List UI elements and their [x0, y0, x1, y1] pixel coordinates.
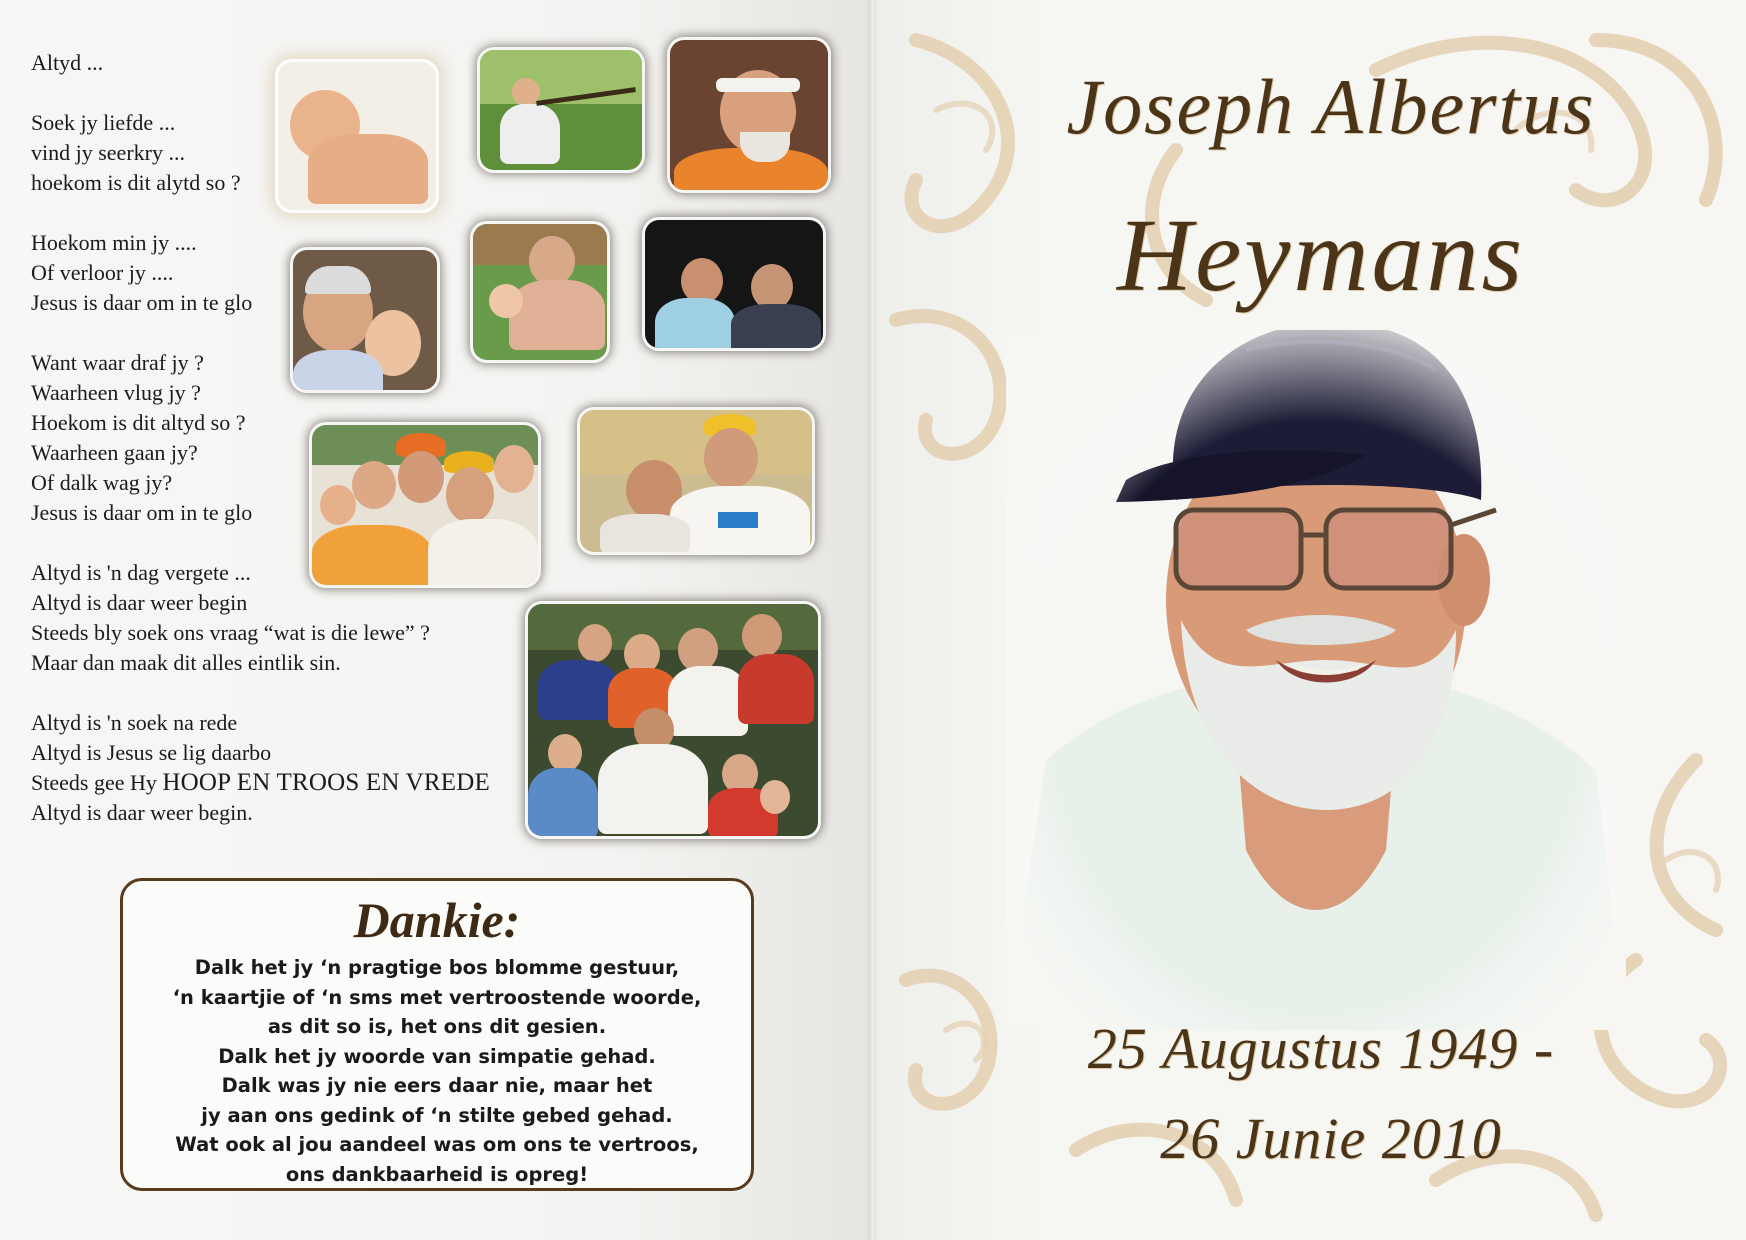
poem-line: Steeds bly soek ons vraag “wat is die lewe” ?: [31, 620, 430, 645]
portrait-photo: [1006, 330, 1626, 1030]
thank-you-line: as dit so is, het ons dit gesien.: [267, 1015, 607, 1038]
poem-line: Hoekom min jy ....: [31, 230, 197, 255]
thank-you-line: jy aan ons gedink of ‘n stilte gebed gehad.: [201, 1103, 673, 1127]
thank-you-title: Dankie:: [353, 892, 521, 948]
poem-line: Altyd is 'n soek na rede: [31, 710, 238, 735]
thank-you-line: ons dankbaarheid is opreg!: [285, 1162, 589, 1186]
poem-line: Of verloor jy ....: [31, 260, 174, 285]
poem-line: Waarheen vlug jy ?: [31, 380, 201, 405]
left-page: [0, 0, 872, 1240]
photo-rugby-fans: [580, 410, 812, 552]
poem-line: Altyd is Jesus se lig daarbo: [31, 740, 272, 765]
thank-you-line: Dalk het jy ‘n pragtige bos blomme gestuur,: [194, 956, 680, 979]
poem-line: Jesus is daar om in te glo: [31, 290, 253, 315]
cover-page: [876, 0, 1746, 1240]
photo-man-headband: [670, 40, 828, 190]
thank-you-message: [123, 953, 751, 1189]
photo-family-group: [528, 604, 818, 836]
poem-line: hoekom is dit alytd so ?: [31, 170, 241, 195]
birth-date: 25 Augustus 1949 -: [1087, 1016, 1555, 1081]
thank-you-box: [120, 878, 754, 1191]
poem-line-caps: HOOP EN TROOS EN VREDE: [162, 769, 490, 796]
thank-you-line: Wat ook al jou aandeel was om ons te vertroos,: [175, 1133, 699, 1156]
deceased-surname: Heymans: [1116, 198, 1525, 313]
poem-line-prefix: Steeds gee Hy: [31, 770, 163, 795]
photo-baby: [278, 62, 436, 210]
poem-line: Soek jy liefde ...: [31, 110, 176, 135]
photo-man-with-rifle: [480, 50, 642, 170]
poem-line-hope: [31, 768, 551, 798]
poem-line: Hoekom is dit altyd so ?: [31, 410, 246, 435]
poem-line: Want waar draf jy ?: [31, 350, 204, 375]
poem-line-final: Altyd is daar weer begin.: [31, 800, 253, 825]
poem-line: Maar dan maak dit alles eintlik sin.: [31, 650, 341, 675]
photo-family-rugby-1: [312, 425, 538, 585]
poem-stanza: [31, 708, 551, 828]
poem-line: Waarheen gaan jy?: [31, 440, 198, 465]
death-date: 26 Junie 2010: [1160, 1106, 1502, 1171]
deceased-first-names: Joseph Albertus: [1066, 63, 1596, 150]
thank-you-line: Dalk was jy nie eers daar nie, maar het: [221, 1074, 653, 1097]
photo-swimming: [473, 224, 607, 360]
thank-you-line: ‘n kaartjie of ‘n sms met vertroostende woorde,: [172, 985, 702, 1009]
poem-line: Of dalk wag jy?: [31, 470, 173, 495]
poem-line: Altyd ...: [31, 50, 104, 75]
poem-line: Jesus is daar om in te glo: [31, 500, 253, 525]
photo-grandfather-child: [293, 250, 437, 390]
poem-line: vind jy seerkry ...: [31, 140, 185, 165]
photo-couple-night: [645, 220, 823, 348]
poem-line: Altyd is 'n dag vergete ...: [31, 560, 251, 585]
thank-you-line: Dalk het jy woorde van simpatie gehad.: [218, 1044, 656, 1068]
poem-line: Altyd is daar weer begin: [31, 590, 248, 615]
